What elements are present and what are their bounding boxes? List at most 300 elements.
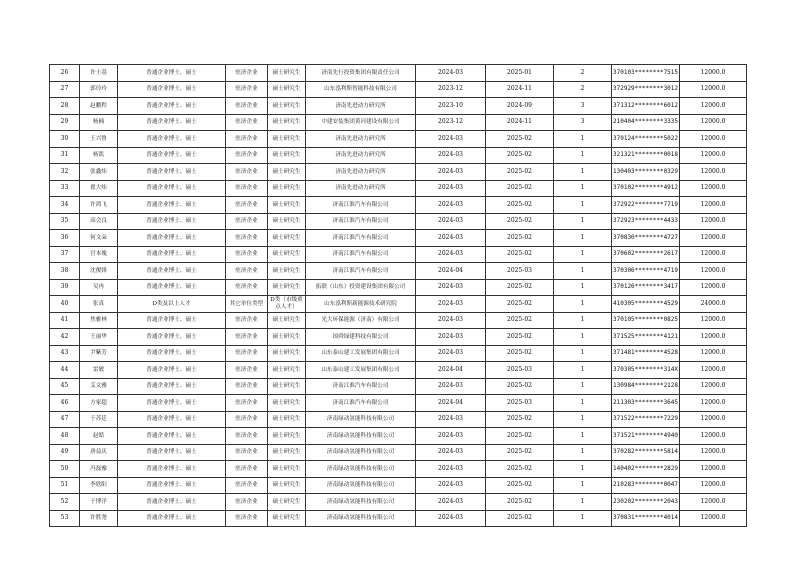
degree-level-cell: 硕士研究生 <box>268 494 306 511</box>
subsidy-amount-cell: 12000.0 <box>680 230 747 247</box>
id-number-cell: 371481********4528 <box>612 345 680 362</box>
subsidy-amount-cell: 12000.0 <box>680 246 747 263</box>
row-number-cell: 52 <box>50 494 80 511</box>
row-number-cell: 36 <box>50 230 80 247</box>
table-row <box>50 279 747 296</box>
person-name-cell: 许鸿飞 <box>80 197 118 214</box>
row-number-cell: 29 <box>50 114 80 131</box>
degree-level-cell: 硕士研究生 <box>268 81 306 98</box>
id-number-cell: 372922********7719 <box>612 197 680 214</box>
start-month-cell: 2024-03 <box>416 329 486 346</box>
unit-type-cell: 驻济企业 <box>226 65 268 82</box>
table-row <box>50 378 747 395</box>
row-number-cell: 51 <box>50 477 80 494</box>
talent-category-cell: 普通企业博士、硕士 <box>118 213 226 230</box>
start-month-cell: 2024-04 <box>416 395 486 412</box>
table-row <box>50 494 747 511</box>
start-month-cell: 2024-03 <box>416 246 486 263</box>
table-row <box>50 65 747 82</box>
application-count-cell: 3 <box>554 98 612 115</box>
start-month-cell: 2024-03 <box>416 461 486 478</box>
id-number-cell: 140402********2829 <box>612 461 680 478</box>
unit-type-cell: 驻济企业 <box>226 246 268 263</box>
unit-type-cell: 驻济企业 <box>226 411 268 428</box>
application-count-cell: 1 <box>554 444 612 461</box>
employer-name-cell: 济南先行投资集团有限责任公司 <box>306 65 416 82</box>
row-number-cell: 49 <box>50 444 80 461</box>
subsidy-amount-cell: 12000.0 <box>680 312 747 329</box>
unit-type-cell: 驻济企业 <box>226 197 268 214</box>
degree-level-cell: 硕士研究生 <box>268 345 306 362</box>
application-count-cell: 1 <box>554 494 612 511</box>
table-row <box>50 197 747 214</box>
end-month-cell: 2025-02 <box>486 312 554 329</box>
subsidy-amount-cell: 12000.0 <box>680 345 747 362</box>
id-number-cell: 372929********3012 <box>612 81 680 98</box>
subsidy-amount-cell: 12000.0 <box>680 477 747 494</box>
person-name-cell: 方家超 <box>80 395 118 412</box>
person-name-cell: 赵鹏程 <box>80 98 118 115</box>
subsidy-amount-cell: 12000.0 <box>680 213 747 230</box>
application-count-cell: 1 <box>554 263 612 280</box>
row-number-cell: 31 <box>50 147 80 164</box>
unit-type-cell: 驻济企业 <box>226 510 268 527</box>
id-number-cell: 371521********4940 <box>612 428 680 445</box>
employer-name-cell: 山东泓利斯智能科技有限公司 <box>306 81 416 98</box>
row-number-cell: 34 <box>50 197 80 214</box>
table-row <box>50 461 747 478</box>
talent-category-cell: 普通企业博士、硕士 <box>118 395 226 412</box>
application-count-cell: 1 <box>554 296 612 313</box>
employer-name-cell: 拓联（山东）投资建设集团有限公司 <box>306 279 416 296</box>
unit-type-cell: 驻济企业 <box>226 98 268 115</box>
unit-type-cell: 驻济企业 <box>226 477 268 494</box>
table-row <box>50 114 747 131</box>
employer-name-cell: 济南绿动氢能科技有限公司 <box>306 444 416 461</box>
talent-category-cell: 普通企业博士、硕士 <box>118 98 226 115</box>
table-row <box>50 81 747 98</box>
degree-level-cell: 硕士研究生 <box>268 197 306 214</box>
talent-category-cell: 普通企业博士、硕士 <box>118 494 226 511</box>
talent-category-cell: D类及以上人才 <box>118 296 226 313</box>
table-row <box>50 246 747 263</box>
id-number-cell: 370105********0825 <box>612 312 680 329</box>
unit-type-cell: 驻济企业 <box>226 378 268 395</box>
row-number-cell: 38 <box>50 263 80 280</box>
end-month-cell: 2025-02 <box>486 213 554 230</box>
application-count-cell: 1 <box>554 147 612 164</box>
talent-category-cell: 普通企业博士、硕士 <box>118 279 226 296</box>
id-number-cell: 370102********4912 <box>612 180 680 197</box>
start-month-cell: 2024-03 <box>416 296 486 313</box>
subsidy-amount-cell: 12000.0 <box>680 131 747 148</box>
degree-level-cell: 硕士研究生 <box>268 213 306 230</box>
degree-level-cell: 硕士研究生 <box>268 230 306 247</box>
start-month-cell: 2023-12 <box>416 114 486 131</box>
talent-category-cell: 普通企业博士、硕士 <box>118 345 226 362</box>
talent-category-cell: 普通企业博士、硕士 <box>118 147 226 164</box>
application-count-cell: 3 <box>554 114 612 131</box>
degree-level-cell: 硕士研究生 <box>268 477 306 494</box>
employer-name-cell: 济南江淮汽车有限公司 <box>306 378 416 395</box>
person-name-cell: 翟大炜 <box>80 180 118 197</box>
subsidy-amount-cell: 12000.0 <box>680 65 747 82</box>
degree-level-cell: 硕士研究生 <box>268 362 306 379</box>
application-count-cell: 1 <box>554 230 612 247</box>
start-month-cell: 2024-03 <box>416 510 486 527</box>
application-count-cell: 1 <box>554 329 612 346</box>
table-row <box>50 230 747 247</box>
employer-name-cell: 济南绿动氢能科技有限公司 <box>306 428 416 445</box>
table-row <box>50 411 747 428</box>
person-name-cell: 张鑫炜 <box>80 164 118 181</box>
row-number-cell: 33 <box>50 180 80 197</box>
subsidy-amount-cell: 12000.0 <box>680 461 747 478</box>
talent-category-cell: 普通企业博士、硕士 <box>118 230 226 247</box>
row-number-cell: 48 <box>50 428 80 445</box>
subsidy-amount-cell: 12000.0 <box>680 180 747 197</box>
start-month-cell: 2024-03 <box>416 411 486 428</box>
employer-name-cell: 济南绿动氢能科技有限公司 <box>306 510 416 527</box>
degree-level-cell: 硕士研究生 <box>268 395 306 412</box>
start-month-cell: 2024-04 <box>416 362 486 379</box>
start-month-cell: 2024-03 <box>416 147 486 164</box>
talent-category-cell: 普通企业博士、硕士 <box>118 197 226 214</box>
table-row <box>50 477 747 494</box>
unit-type-cell: 驻济企业 <box>226 279 268 296</box>
employer-name-cell: 山东泰山建工发展集团有限公司 <box>306 345 416 362</box>
row-number-cell: 40 <box>50 296 80 313</box>
subsidy-amount-cell: 12000.0 <box>680 378 747 395</box>
application-count-cell: 1 <box>554 395 612 412</box>
subsidy-amount-cell: 12000.0 <box>680 197 747 214</box>
end-month-cell: 2025-03 <box>486 263 554 280</box>
start-month-cell: 2023-10 <box>416 98 486 115</box>
id-number-cell: 211303********3645 <box>612 395 680 412</box>
row-number-cell: 46 <box>50 395 80 412</box>
employer-name-cell: 济南先进动力研究所 <box>306 98 416 115</box>
row-number-cell: 53 <box>50 510 80 527</box>
person-name-cell: 许胜尧 <box>80 510 118 527</box>
talent-category-cell: 普通企业博士、硕士 <box>118 246 226 263</box>
row-number-cell: 45 <box>50 378 80 395</box>
degree-level-cell: 硕士研究生 <box>268 378 306 395</box>
end-month-cell: 2025-02 <box>486 230 554 247</box>
employer-name-cell: 济南江淮汽车有限公司 <box>306 213 416 230</box>
subsidy-amount-cell: 12000.0 <box>680 263 747 280</box>
row-number-cell: 35 <box>50 213 80 230</box>
application-count-cell: 1 <box>554 428 612 445</box>
unit-type-cell: 驻济企业 <box>226 461 268 478</box>
person-name-cell: 王兴鲁 <box>80 131 118 148</box>
application-count-cell: 1 <box>554 131 612 148</box>
employer-name-cell: 济南先进动力研究所 <box>306 131 416 148</box>
degree-level-cell: 硕士研究生 <box>268 312 306 329</box>
table-row <box>50 444 747 461</box>
unit-type-cell: 驻济企业 <box>226 395 268 412</box>
talent-category-cell: 普通企业博士、硕士 <box>118 329 226 346</box>
end-month-cell: 2025-02 <box>486 147 554 164</box>
application-count-cell: 1 <box>554 279 612 296</box>
application-count-cell: 1 <box>554 345 612 362</box>
person-name-cell: 宫本瑰 <box>80 246 118 263</box>
person-name-cell: 于博洋 <box>80 494 118 511</box>
unit-type-cell: 驻济企业 <box>226 131 268 148</box>
employer-name-cell: 山东泓利斯新能源技术研究院 <box>306 296 416 313</box>
end-month-cell: 2025-02 <box>486 164 554 181</box>
talent-category-cell: 普通企业博士、硕士 <box>118 131 226 148</box>
id-number-cell: 230202********2043 <box>612 494 680 511</box>
employer-name-cell: 济南绿动氢能科技有限公司 <box>306 494 416 511</box>
table-row <box>50 131 747 148</box>
table-body <box>50 65 747 527</box>
start-month-cell: 2024-03 <box>416 213 486 230</box>
degree-level-cell: 硕士研究生 <box>268 147 306 164</box>
subsidy-amount-cell: 12000.0 <box>680 279 747 296</box>
start-month-cell: 2024-03 <box>416 180 486 197</box>
id-number-cell: 130984********2128 <box>612 378 680 395</box>
subsidy-amount-cell: 12000.0 <box>680 164 747 181</box>
person-name-cell: 冯磊豫 <box>80 461 118 478</box>
table-row <box>50 395 747 412</box>
id-number-cell: 370831********4014 <box>612 510 680 527</box>
person-name-cell: 唐益庆 <box>80 444 118 461</box>
talent-category-cell: 普通企业博士、硕士 <box>118 164 226 181</box>
person-name-cell: 沈俊锋 <box>80 263 118 280</box>
row-number-cell: 32 <box>50 164 80 181</box>
table-row <box>50 213 747 230</box>
unit-type-cell: 驻济企业 <box>226 329 268 346</box>
end-month-cell: 2025-03 <box>486 362 554 379</box>
employer-name-cell: 济南绿动氢能科技有限公司 <box>306 477 416 494</box>
table-row <box>50 147 747 164</box>
unit-type-cell: 驻济企业 <box>226 230 268 247</box>
application-count-cell: 1 <box>554 510 612 527</box>
row-number-cell: 41 <box>50 312 80 329</box>
row-number-cell: 42 <box>50 329 80 346</box>
start-month-cell: 2023-12 <box>416 81 486 98</box>
row-number-cell: 43 <box>50 345 80 362</box>
id-number-cell: 370305********314X <box>612 362 680 379</box>
row-number-cell: 44 <box>50 362 80 379</box>
table-row <box>50 296 747 313</box>
application-count-cell: 1 <box>554 411 612 428</box>
end-month-cell: 2025-02 <box>486 494 554 511</box>
person-name-cell: 于苏廷 <box>80 411 118 428</box>
degree-level-cell: 硕士研究生 <box>268 180 306 197</box>
employer-name-cell: 济南先进动力研究所 <box>306 147 416 164</box>
degree-level-cell: 硕士研究生 <box>268 263 306 280</box>
unit-type-cell: 驻济企业 <box>226 312 268 329</box>
talent-category-cell: 普通企业博士、硕士 <box>118 114 226 131</box>
subsidy-amount-cell: 12000.0 <box>680 329 747 346</box>
application-count-cell: 1 <box>554 477 612 494</box>
row-number-cell: 30 <box>50 131 80 148</box>
start-month-cell: 2024-03 <box>416 279 486 296</box>
talent-category-cell: 普通企业博士、硕士 <box>118 263 226 280</box>
unit-type-cell: 驻济企业 <box>226 345 268 362</box>
talent-category-cell: 普通企业博士、硕士 <box>118 65 226 82</box>
employer-name-cell: 济南江淮汽车有限公司 <box>306 246 416 263</box>
subsidy-amount-cell: 12000.0 <box>680 395 747 412</box>
person-name-cell: 何文朵 <box>80 230 118 247</box>
end-month-cell: 2024-11 <box>486 114 554 131</box>
degree-level-cell: 硕士研究生 <box>268 131 306 148</box>
end-month-cell: 2025-02 <box>486 411 554 428</box>
id-number-cell: 371522********7229 <box>612 411 680 428</box>
unit-type-cell: 驻济企业 <box>226 444 268 461</box>
unit-type-cell: 驻济企业 <box>226 428 268 445</box>
id-number-cell: 370126********3417 <box>612 279 680 296</box>
table-row <box>50 98 747 115</box>
end-month-cell: 2025-02 <box>486 197 554 214</box>
end-month-cell: 2025-02 <box>486 329 554 346</box>
employer-name-cell: 山东泰山建工发展集团有限公司 <box>306 362 416 379</box>
start-month-cell: 2024-03 <box>416 345 486 362</box>
start-month-cell: 2024-03 <box>416 164 486 181</box>
unit-type-cell: 驻济企业 <box>226 180 268 197</box>
row-number-cell: 50 <box>50 461 80 478</box>
application-count-cell: 2 <box>554 81 612 98</box>
talent-category-cell: 普通企业博士、硕士 <box>118 378 226 395</box>
degree-level-cell: 硕士研究生 <box>268 114 306 131</box>
degree-level-cell: 硕士研究生 <box>268 65 306 82</box>
degree-level-cell: 硕士研究生 <box>268 98 306 115</box>
id-number-cell: 370103********7515 <box>612 65 680 82</box>
subsidy-amount-cell: 12000.0 <box>680 81 747 98</box>
degree-level-cell: D类（市级重点人才） <box>268 296 306 313</box>
end-month-cell: 2025-02 <box>486 378 554 395</box>
subsidy-amount-cell: 12000.0 <box>680 510 747 527</box>
talent-category-cell: 普通企业博士、硕士 <box>118 477 226 494</box>
end-month-cell: 2024-11 <box>486 81 554 98</box>
person-name-cell: 赵皓 <box>80 428 118 445</box>
employer-name-cell: 济南绿动氢能科技有限公司 <box>306 461 416 478</box>
start-month-cell: 2024-03 <box>416 444 486 461</box>
degree-level-cell: 硕士研究生 <box>268 279 306 296</box>
subsidy-amount-cell: 12000.0 <box>680 411 747 428</box>
talent-category-cell: 普通企业博士、硕士 <box>118 411 226 428</box>
end-month-cell: 2025-01 <box>486 65 554 82</box>
unit-type-cell: 驻济企业 <box>226 494 268 511</box>
employer-name-cell: 光大环保能源（济南）有限公司 <box>306 312 416 329</box>
end-month-cell: 2025-02 <box>486 180 554 197</box>
application-count-cell: 1 <box>554 378 612 395</box>
end-month-cell: 2025-02 <box>486 246 554 263</box>
person-name-cell: 雷敏 <box>80 362 118 379</box>
application-count-cell: 1 <box>554 246 612 263</box>
employer-name-cell: 济南江淮汽车有限公司 <box>306 263 416 280</box>
id-number-cell: 410305********4529 <box>612 296 680 313</box>
id-number-cell: 130403********0329 <box>612 164 680 181</box>
end-month-cell: 2025-02 <box>486 444 554 461</box>
application-count-cell: 1 <box>554 213 612 230</box>
start-month-cell: 2024-03 <box>416 197 486 214</box>
person-name-cell: 杨楠 <box>80 114 118 131</box>
unit-type-cell: 驻济企业 <box>226 362 268 379</box>
unit-type-cell: 其它单位类型 <box>226 296 268 313</box>
end-month-cell: 2025-02 <box>486 428 554 445</box>
id-number-cell: 210283********0047 <box>612 477 680 494</box>
degree-level-cell: 硕士研究生 <box>268 444 306 461</box>
talent-category-cell: 普通企业博士、硕士 <box>118 510 226 527</box>
person-name-cell: 艾文雅 <box>80 378 118 395</box>
employer-name-cell: 济南江淮汽车有限公司 <box>306 197 416 214</box>
degree-level-cell: 硕士研究生 <box>268 411 306 428</box>
start-month-cell: 2024-03 <box>416 312 486 329</box>
application-count-cell: 1 <box>554 164 612 181</box>
subsidy-amount-cell: 12000.0 <box>680 428 747 445</box>
subsidy-amount-cell: 24000.0 <box>680 296 747 313</box>
application-count-cell: 1 <box>554 461 612 478</box>
unit-type-cell: 驻济企业 <box>226 164 268 181</box>
start-month-cell: 2024-03 <box>416 428 486 445</box>
end-month-cell: 2025-02 <box>486 477 554 494</box>
degree-level-cell: 硕士研究生 <box>268 428 306 445</box>
degree-level-cell: 硕士研究生 <box>268 461 306 478</box>
person-name-cell: 张真 <box>80 296 118 313</box>
application-count-cell: 2 <box>554 65 612 82</box>
person-name-cell: 高会良 <box>80 213 118 230</box>
application-count-cell: 1 <box>554 362 612 379</box>
degree-level-cell: 硕士研究生 <box>268 164 306 181</box>
unit-type-cell: 驻济企业 <box>226 114 268 131</box>
degree-level-cell: 硕士研究生 <box>268 510 306 527</box>
degree-level-cell: 硕士研究生 <box>268 246 306 263</box>
subsidy-amount-cell: 12000.0 <box>680 98 747 115</box>
application-count-cell: 1 <box>554 180 612 197</box>
end-month-cell: 2025-02 <box>486 461 554 478</box>
subsidy-amount-cell: 12000.0 <box>680 114 747 131</box>
table-row <box>50 263 747 280</box>
end-month-cell: 2024-09 <box>486 98 554 115</box>
subsidy-amount-cell: 12000.0 <box>680 494 747 511</box>
start-month-cell: 2024-03 <box>416 378 486 395</box>
start-month-cell: 2024-03 <box>416 65 486 82</box>
table-row <box>50 164 747 181</box>
employer-name-cell: 济南江淮汽车有限公司 <box>306 230 416 247</box>
unit-type-cell: 驻济企业 <box>226 147 268 164</box>
employer-name-cell: 济南江淮汽车有限公司 <box>306 395 416 412</box>
start-month-cell: 2024-03 <box>416 494 486 511</box>
start-month-cell: 2024-03 <box>416 477 486 494</box>
employer-name-cell: 国舜绿建科技有限公司 <box>306 329 416 346</box>
start-month-cell: 2024-03 <box>416 230 486 247</box>
person-name-cell: 许士基 <box>80 65 118 82</box>
end-month-cell: 2025-02 <box>486 296 554 313</box>
id-number-cell: 321321********0018 <box>612 147 680 164</box>
person-name-cell: 郭玲玲 <box>80 81 118 98</box>
id-number-cell: 210404********3335 <box>612 114 680 131</box>
row-number-cell: 39 <box>50 279 80 296</box>
talent-category-cell: 普通企业博士、硕士 <box>118 428 226 445</box>
id-number-cell: 371312********6012 <box>612 98 680 115</box>
subsidy-amount-cell: 12000.0 <box>680 444 747 461</box>
subsidy-table <box>49 64 747 527</box>
employer-name-cell: 中建安装集团黄河建设有限公司 <box>306 114 416 131</box>
table-row <box>50 345 747 362</box>
person-name-cell: 尹紫芳 <box>80 345 118 362</box>
subsidy-amount-cell: 12000.0 <box>680 362 747 379</box>
id-number-cell: 370306********4719 <box>612 263 680 280</box>
unit-type-cell: 驻济企业 <box>226 213 268 230</box>
person-name-cell: 李欣阳 <box>80 477 118 494</box>
talent-category-cell: 普通企业博士、硕士 <box>118 461 226 478</box>
id-number-cell: 370282********5814 <box>612 444 680 461</box>
id-number-cell: 370124********5022 <box>612 131 680 148</box>
talent-category-cell: 普通企业博士、硕士 <box>118 180 226 197</box>
talent-category-cell: 普通企业博士、硕士 <box>118 81 226 98</box>
